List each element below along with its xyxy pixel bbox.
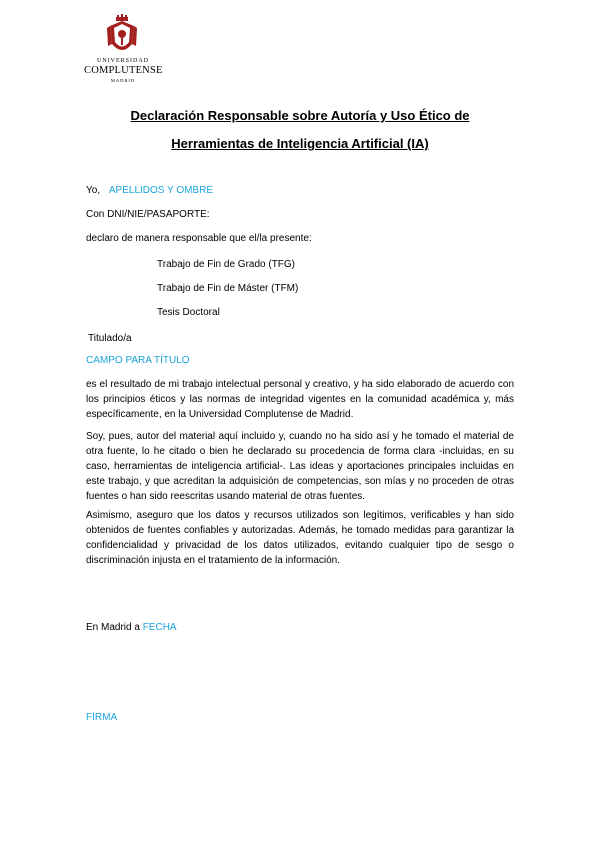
dni-label: Con DNI/NIE/PASAPORTE: bbox=[86, 209, 210, 220]
option-tfm[interactable]: Trabajo de Fin de Máster (TFM) bbox=[157, 283, 299, 294]
yo-label: Yo, bbox=[86, 185, 101, 196]
place-label: En Madrid a bbox=[86, 622, 140, 633]
name-field[interactable]: APELLIDOS Y OMBRE bbox=[108, 185, 213, 196]
date-field[interactable]: FECHA bbox=[142, 622, 177, 633]
logo-text-bottom: MADRID bbox=[110, 78, 136, 83]
university-crest-icon bbox=[104, 14, 140, 58]
logo-text-main: COMPLUTENSE bbox=[84, 65, 163, 76]
option-tesis-doctoral[interactable]: Tesis Doctoral bbox=[157, 307, 220, 318]
title-field[interactable]: CAMPO PARA TÍTULO bbox=[86, 355, 190, 366]
logo-text-top: UNIVERSIDAD bbox=[97, 58, 149, 64]
paragraph-3: Asimismo, aseguro que los datos y recursos utilizados son legítimos, verificables y han sido obtenidos de fuentes confiables y autorizadas. Además, he tomado medidas para garantizar la confidencialidad y privacidad de los datos utilizados, evitando cualquier tipo de sesgo o discriminación injusta en el tratamiento de la información. bbox=[86, 510, 514, 566]
paragraph-1: es el resultado de mi trabajo intelectual personal y creativo, y ha sido elaborado de acuerdo con los principios éticos y las normas de integridad vigentes en la comunidad académica y, más específicamente, en la Universidad Complutense de Madrid. bbox=[86, 379, 514, 420]
document-title-line1: Declaración Responsable sobre Autoría y Uso Ético de bbox=[130, 108, 470, 123]
option-tfg[interactable]: Trabajo de Fin de Grado (TFG) bbox=[157, 259, 296, 270]
titulado-label: Titulado/a bbox=[88, 333, 132, 344]
document-title-line2: Herramientas de Inteligencia Artificial (IA) bbox=[171, 136, 429, 151]
signature-field[interactable]: FIRMA bbox=[86, 712, 118, 723]
declaration-intro: declaro de manera responsable que el/la presente: bbox=[86, 233, 312, 244]
university-logo bbox=[84, 14, 163, 83]
place-date-line bbox=[86, 622, 177, 633]
name-line bbox=[86, 185, 213, 196]
paragraph-2: Soy, pues, autor del material aquí incluido y, cuando no ha sido así y he tomado el material de otra fuente, lo he citado o bien he declarado su procedencia de forma clara -incluidas, en su caso, herramientas de inteligencia artificial-. Las ideas y aportaciones principales incluidas en este trabajo, y que acreditan la adquisición de competencias, son mías y no proceden de otras fuentes o han sido reescritas usando material de otras fuentes. bbox=[86, 431, 514, 502]
